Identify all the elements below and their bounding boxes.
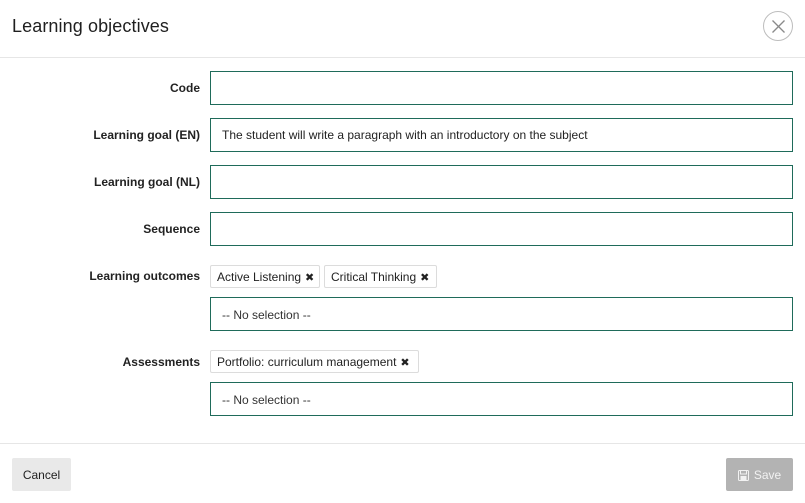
assessments-label: Assessments bbox=[122, 355, 200, 369]
assessment-tag bbox=[210, 350, 419, 373]
modal-header bbox=[0, 0, 805, 58]
remove-tag-icon[interactable]: ✖ bbox=[400, 357, 410, 369]
close-icon bbox=[771, 19, 786, 34]
learning-outcomes-select[interactable]: -- No selection -- bbox=[210, 297, 793, 331]
tag-label: Portfolio: curriculum management bbox=[217, 355, 397, 369]
outcome-tag bbox=[210, 265, 320, 288]
learning-outcomes-label: Learning outcomes bbox=[89, 269, 200, 283]
code-label: Code bbox=[170, 81, 200, 95]
code-input[interactable] bbox=[210, 71, 793, 105]
floppy-disk-icon bbox=[738, 470, 749, 481]
save-label: Save bbox=[753, 467, 782, 482]
learning-goal-en-input[interactable] bbox=[210, 118, 793, 152]
sequence-label: Sequence bbox=[143, 222, 200, 236]
learning-goal-en-label: Learning goal (EN) bbox=[93, 128, 200, 142]
cancel-button[interactable]: Cancel bbox=[12, 458, 71, 491]
tag-label: Active Listening bbox=[217, 270, 302, 284]
outcome-tag bbox=[324, 265, 437, 288]
assessments-select[interactable]: -- No selection -- bbox=[210, 382, 793, 416]
learning-goal-nl-input[interactable] bbox=[210, 165, 793, 199]
modal-footer bbox=[0, 443, 805, 503]
save-button[interactable] bbox=[726, 458, 793, 491]
remove-tag-icon[interactable]: ✖ bbox=[305, 272, 315, 284]
modal-title: Learning objectives bbox=[12, 16, 170, 36]
sequence-input[interactable] bbox=[210, 212, 793, 246]
learning-goal-nl-label: Learning goal (NL) bbox=[94, 175, 200, 189]
close-button[interactable] bbox=[763, 11, 793, 41]
tag-label: Critical Thinking bbox=[331, 270, 417, 284]
remove-tag-icon[interactable]: ✖ bbox=[420, 272, 430, 284]
